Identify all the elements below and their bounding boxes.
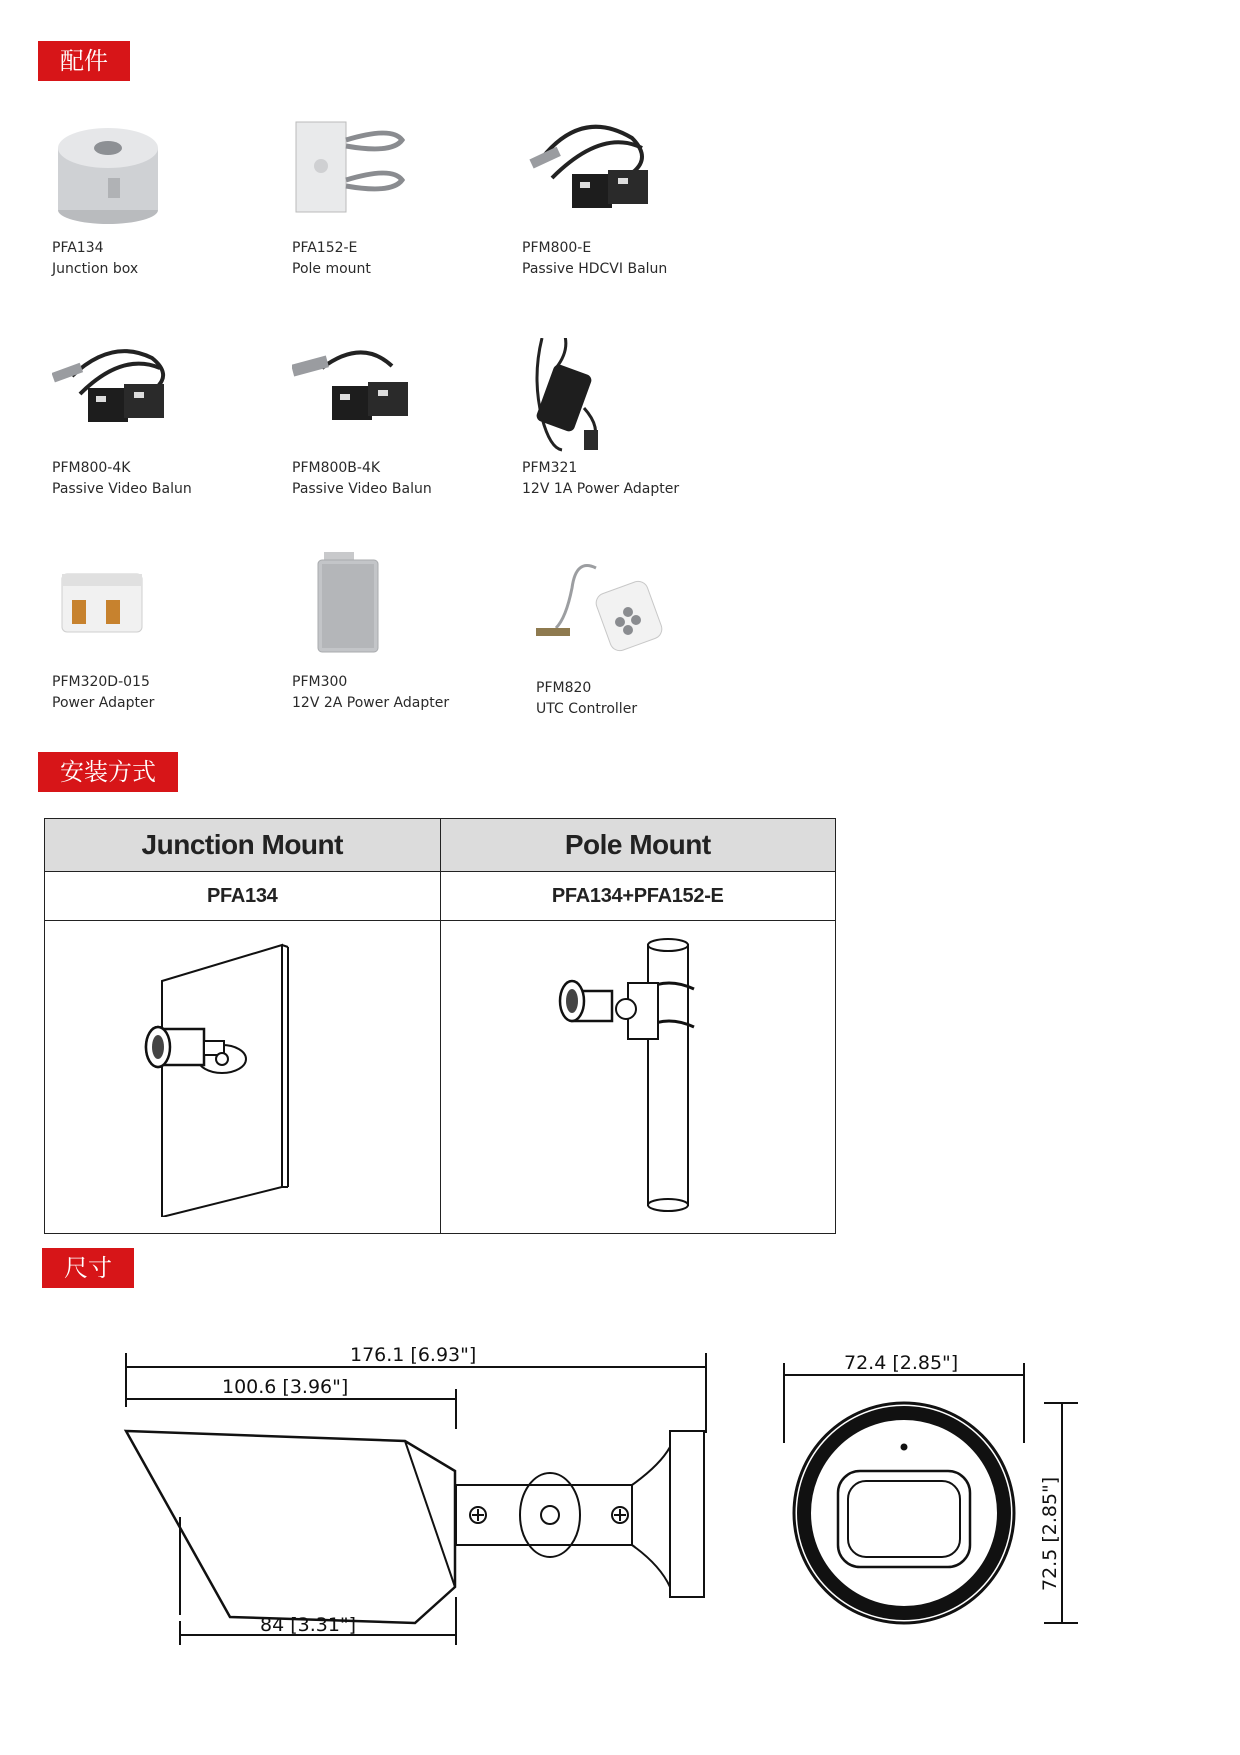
dim-body-length: 100.6 [3.96"] (222, 1376, 349, 1398)
accessory-desc: Junction box (52, 261, 139, 277)
accessory-desc: UTC Controller (536, 701, 638, 717)
junction-code: PFA134 (45, 872, 441, 921)
section-title-installation: 安装方式 (38, 752, 178, 792)
accessory-model: PFA152-E (292, 240, 358, 256)
camera-front-view (784, 1363, 1078, 1623)
accessory-desc: Passive Video Balun (292, 481, 432, 497)
accessory-item (536, 558, 746, 720)
accessory-item (292, 338, 502, 500)
accessory-item (522, 118, 732, 280)
utc-controller-icon (536, 558, 686, 678)
balun-icon (52, 338, 202, 458)
accessory-model: PFM800-E (522, 240, 592, 256)
accessory-model: PFM800-4K (52, 460, 131, 476)
accessory-desc: 12V 2A Power Adapter (292, 695, 450, 711)
dimension-drawing (110, 1335, 1100, 1665)
accessory-item (52, 118, 262, 280)
accessory-model: PFM321 (522, 460, 578, 476)
accessory-item (52, 338, 262, 500)
table-header-pole: Pole Mount (440, 819, 836, 872)
accessory-model: PFM320D-015 (52, 674, 150, 690)
dim-width: 72.4 [2.85"] (844, 1352, 959, 1374)
accessory-model: PFM300 (292, 674, 348, 690)
power-adapter-box-icon (52, 552, 202, 672)
wall-camera-icon (122, 937, 362, 1217)
accessory-desc: 12V 1A Power Adapter (522, 481, 680, 497)
balun-icon (292, 338, 442, 458)
power-adapter-icon (292, 552, 442, 672)
balun-icon (522, 118, 672, 238)
accessory-desc: Passive HDCVI Balun (522, 261, 668, 277)
power-adapter-icon (522, 338, 672, 458)
accessory-item (292, 118, 502, 280)
accessory-model: PFA134 (52, 240, 104, 256)
accessory-item (292, 552, 502, 714)
section-title-accessories: 配件 (38, 41, 130, 81)
dim-overall-length: 176.1 [6.93"] (350, 1344, 477, 1366)
camera-side-view (126, 1353, 706, 1645)
accessory-desc: Passive Video Balun (52, 481, 192, 497)
accessory-desc: Pole mount (292, 261, 371, 277)
accessory-desc: Power Adapter (52, 695, 155, 711)
dim-height: 72.5 [2.85"] (1039, 1476, 1061, 1591)
mount-table (44, 818, 836, 1234)
pole-mount-illustration (440, 921, 836, 1234)
pole-camera-icon (518, 937, 758, 1217)
section-title-dimensions: 尺寸 (42, 1248, 134, 1288)
junction-mount-illustration (45, 921, 441, 1234)
accessory-model: PFM820 (536, 680, 592, 696)
junction-box-icon (52, 118, 202, 238)
pole-mount-icon (292, 118, 442, 238)
accessory-item (52, 552, 262, 714)
dim-base-length: 84 [3.31"] (260, 1614, 357, 1636)
pole-code: PFA134+PFA152-E (440, 872, 836, 921)
accessory-model: PFM800B-4K (292, 460, 381, 476)
accessory-item (522, 338, 732, 500)
table-header-junction: Junction Mount (45, 819, 441, 872)
